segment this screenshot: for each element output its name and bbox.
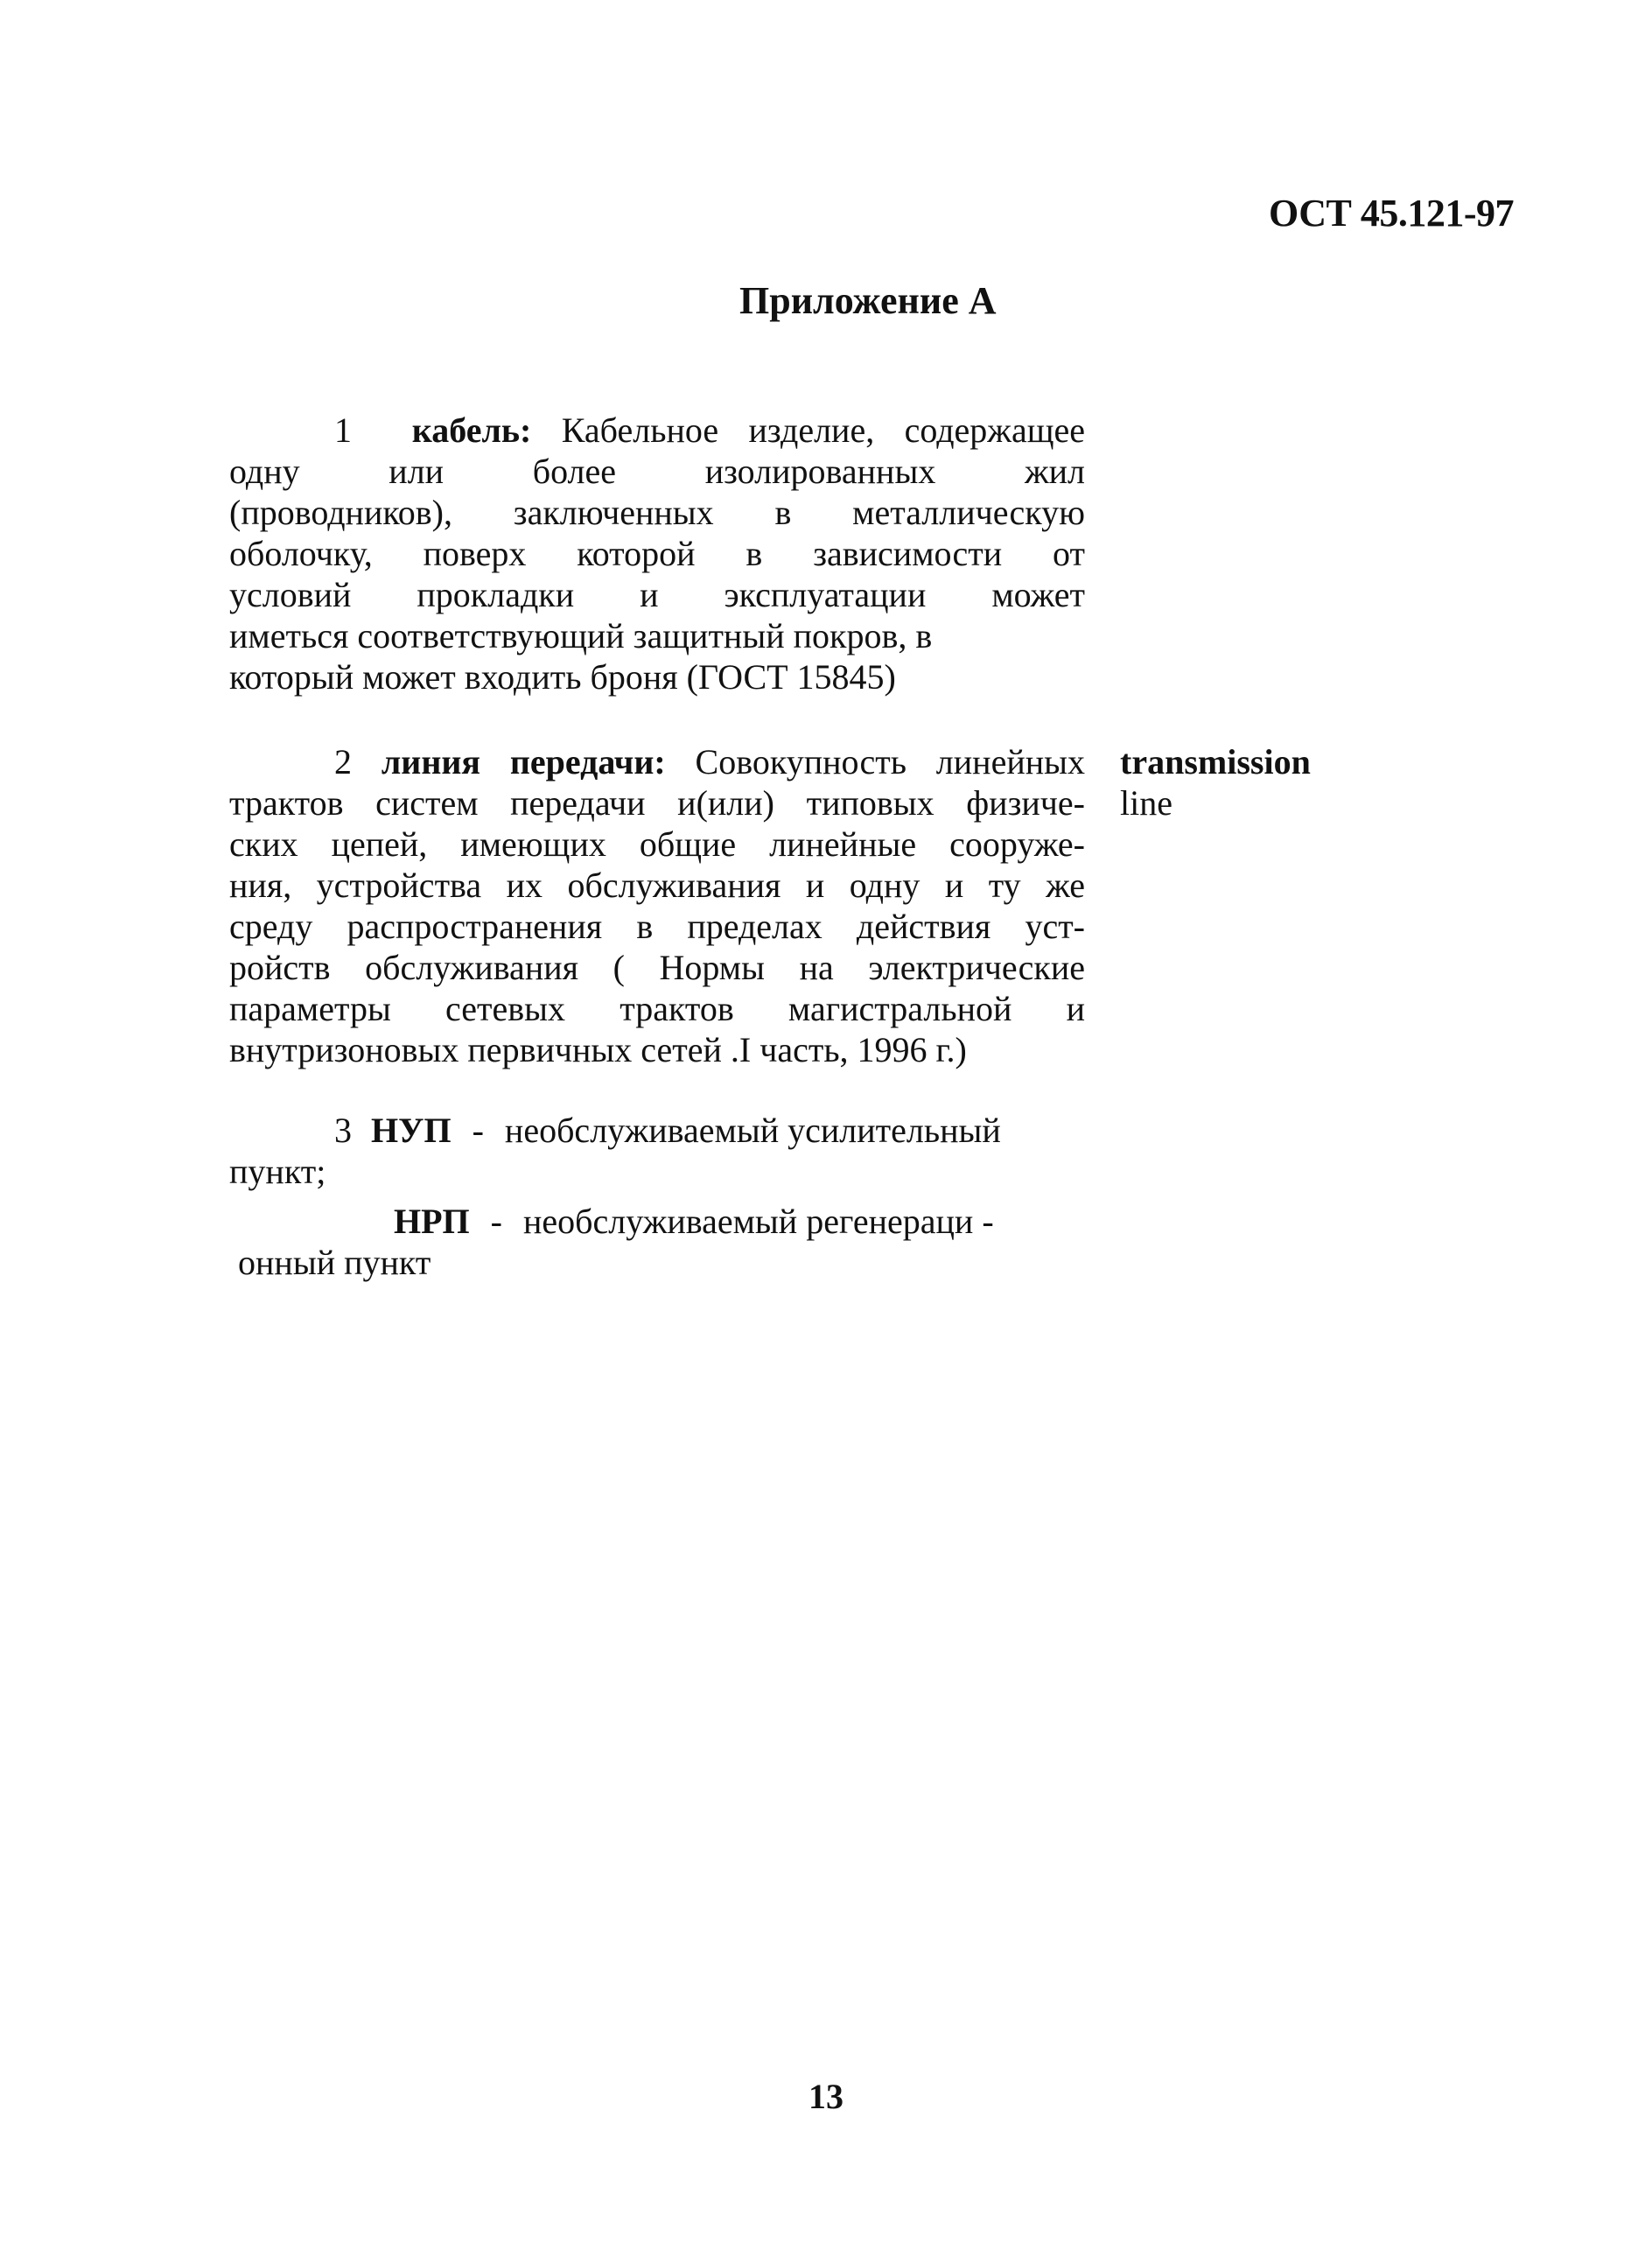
abbreviation-nup-definition: необслуживаемый усилительный bbox=[504, 1111, 1001, 1150]
entry-2-term: линия передачи: bbox=[381, 742, 666, 782]
entry-1-line-3: оболочку, поверх которой в зависимости от bbox=[229, 534, 1085, 573]
entry-1-line-1: одну или более изолированных жил bbox=[229, 452, 1085, 491]
abbreviation-nup bbox=[334, 1110, 1001, 1151]
abbreviation-nup-dash: - bbox=[472, 1111, 484, 1150]
entry-1-term: кабель: bbox=[411, 410, 532, 450]
entry-1-line-4: условий прокладки и эксплуатации может bbox=[229, 575, 1085, 614]
entry-3-number: 3 bbox=[334, 1111, 352, 1150]
entry-2-line-6: параметры сетевых трактов магистральной и bbox=[229, 989, 1085, 1028]
abbreviation-nup-continuation: пункт; bbox=[229, 1152, 326, 1191]
abbreviation-nrp bbox=[394, 1201, 994, 1242]
english-term-line-2: line bbox=[1120, 783, 1172, 823]
entry-2-line-7: внутризоновых первичных сетей .I часть, 1996 г.) bbox=[229, 1030, 967, 1069]
entry-2-line-5: ройств обслуживания ( Нормы на электрические bbox=[229, 948, 1085, 987]
abbreviation-nrp-dash: - bbox=[490, 1202, 502, 1241]
definition-entry-2 bbox=[229, 741, 1085, 1070]
entry-1-line-0: Кабельное изделие, содержащее bbox=[561, 410, 1085, 450]
entry-2-first-line bbox=[229, 741, 1085, 782]
document-code: ОСТ 45.121-97 bbox=[1269, 192, 1515, 235]
entry-2-line-4: среду распространения в пределах действия уст- bbox=[229, 907, 1085, 946]
entry-2-line-2: ских цепей, имеющих общие линейные сооруже- bbox=[229, 824, 1085, 864]
entry-2-line-0: Совокупность линейных bbox=[695, 742, 1086, 782]
page-number: 13 bbox=[808, 2077, 844, 2116]
appendix-title: Приложение А bbox=[739, 279, 997, 322]
english-term bbox=[1120, 741, 1311, 824]
entry-2-number: 2 bbox=[334, 742, 352, 782]
abbreviation-nrp-definition: необслуживаемый регенераци - bbox=[523, 1202, 994, 1241]
abbreviation-nup-term: НУП bbox=[371, 1111, 452, 1150]
abbreviation-nrp-term: НРП bbox=[394, 1202, 470, 1241]
entry-1-line-2: (проводников), заключенных в металлическую bbox=[229, 493, 1085, 532]
entry-1-line-5: иметься соответствующий защитный покров, в bbox=[229, 616, 933, 655]
entry-1-line-6: который может входить броня (ГОСТ 15845) bbox=[229, 657, 896, 697]
entry-2-line-1: трактов систем передачи и(или) типовых физиче- bbox=[229, 783, 1085, 823]
english-term-line-1: transmission bbox=[1120, 742, 1311, 782]
entry-1-number: 1 bbox=[334, 410, 352, 450]
entry-2-line-3: ния, устройства их обслуживания и одну и ту же bbox=[229, 866, 1085, 905]
definition-entry-1 bbox=[229, 410, 1085, 697]
abbreviation-nrp-continuation: онный пункт bbox=[238, 1243, 431, 1282]
entry-1-first-line bbox=[229, 410, 1085, 451]
